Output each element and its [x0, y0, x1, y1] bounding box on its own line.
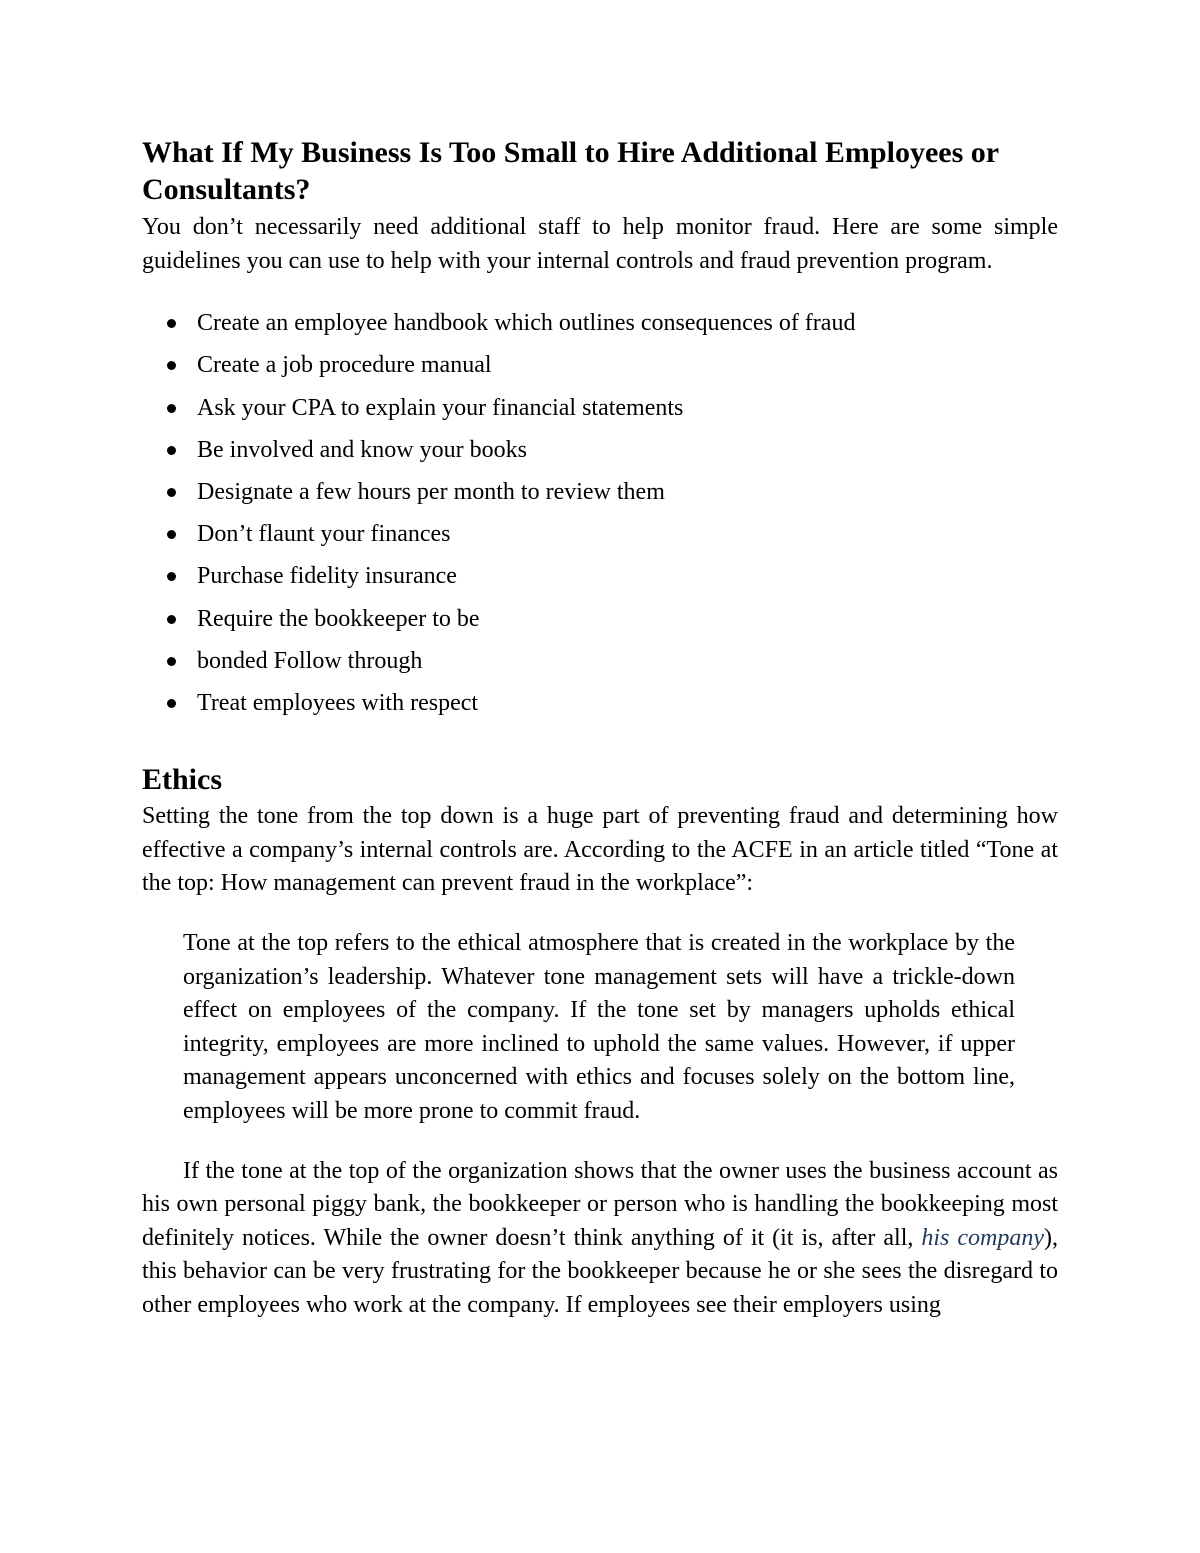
list-item-text: Be involved and know your books: [197, 436, 527, 463]
bullet-icon: [167, 530, 176, 539]
list-item-text: Treat employees with respect: [197, 690, 479, 717]
bullet-icon: [167, 615, 176, 624]
closing-emphasis: his company: [921, 1224, 1044, 1251]
bullet-icon: [167, 361, 176, 370]
list-item: [142, 598, 1058, 640]
list-item-text: Create a job procedure manual: [197, 352, 492, 379]
bullet-icon: [167, 699, 176, 708]
quote-text: Tone at the top refers to the ethical atmosphere that is created in the workplace by the organization’s leadership. Whatever tone management sets will have a trickle-down effect on employees of the company. If the tone set by managers upholds ethical integrity, employees are more inclined to uphold the same values. However, if upper management appears unconcerned with ethics and focuses solely on the bottom line, employees will be more prone to commit fraud.: [183, 930, 1015, 1124]
intro-paragraph: You don’t necessarily need additional staff to help monitor fraud. Here are some simple guidelines you can use to help with your internal controls and fraud prevention program.: [142, 214, 1058, 274]
list-item: [142, 513, 1058, 555]
list-item-text: Ask your CPA to explain your financial statements: [197, 394, 684, 421]
closing-text-part1: If the tone at the top of the organization shows that the owner uses the business account as his own personal piggy bank, the bookkeeper or person who is handling the bookkeeping most definitely notices. While the owner doesn’t think anything of it (it is, after all,: [142, 1157, 1058, 1251]
ethics-intro-paragraph: Setting the tone from the top down is a huge part of preventing fraud and determining how effective a company’s internal controls are. According to the ACFE in an article titled “Tone at the top: How management can prevent fraud in the workplace”:: [142, 803, 1058, 897]
bullet-icon: [167, 572, 176, 581]
bullet-icon: [167, 657, 176, 666]
document-page: [142, 134, 1058, 1323]
list-item: [142, 344, 1058, 386]
list-item-text: Purchase fidelity insurance: [197, 563, 457, 590]
list-item: [142, 471, 1058, 513]
list-item: [142, 302, 1058, 344]
guidelines-list: [142, 302, 1058, 724]
closing-paragraph: [142, 1155, 1058, 1323]
closing-text-part2: ), this behavior can be very frustrating for the bookkeeper because he or she sees the disregard to other employees who work at the company. If employees see their employers using: [142, 1224, 1058, 1318]
list-item-text: bonded Follow through: [197, 647, 423, 674]
list-item-text: Create an employee handbook which outlines consequences of fraud: [197, 310, 856, 337]
bullet-icon: [167, 404, 176, 413]
list-item: [142, 682, 1058, 724]
list-item: [142, 429, 1058, 471]
page-title: What If My Business Is Too Small to Hire Additional Employees or Consultants?: [142, 136, 999, 206]
list-item-text: Require the bookkeeper to be: [197, 605, 480, 632]
list-item-text: Designate a few hours per month to review them: [197, 479, 665, 505]
acfe-quote: [142, 927, 1058, 1129]
list-item: [142, 387, 1058, 429]
list-item: [142, 555, 1058, 597]
bullet-icon: [167, 488, 176, 497]
list-item-text: Don’t flaunt your finances: [197, 521, 451, 548]
ethics-heading: Ethics: [142, 763, 223, 797]
list-item: [142, 640, 1058, 682]
bullet-icon: [167, 319, 176, 328]
bullet-icon: [167, 446, 176, 455]
